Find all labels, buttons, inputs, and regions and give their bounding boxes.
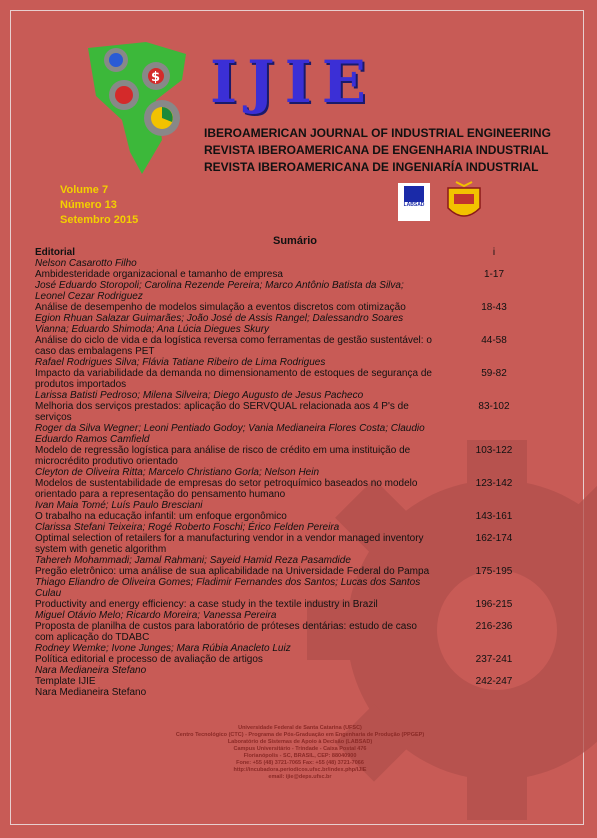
toc-entry-title: Análise do ciclo de vida e da logística reversa como ferramentas de gestão sustentável: o caso das embalagens PET (35, 335, 432, 357)
toc-entry-text (35, 566, 433, 599)
toc-entry-authors: Nara Medianeira Stefano (35, 665, 147, 676)
svg-text:$: $ (151, 70, 161, 85)
toc-entry-page: 1-17 (483, 269, 504, 280)
toc-entry[interactable] (35, 654, 555, 676)
toc-entry-page: i (492, 247, 496, 258)
labsad-label: LABSAD (403, 202, 425, 208)
publisher-footer (150, 725, 450, 781)
journal-name-pt: REVISTA IBEROAMERICANA DE ENGENHARIA INDUSTRIAL (204, 143, 549, 157)
toc-entry-authors: Roger da Silva Wegner; Leoni Pentiado Godoy; Vania Medianeira Flores Costa; Claudio Eduardo Ramos Camfield (35, 423, 425, 445)
toc-entry-page: 175-195 (475, 566, 513, 577)
toc-entry[interactable] (35, 247, 555, 269)
toc-list (35, 247, 555, 698)
toc-entry-authors: Ivan Maia Tomé; Luís Paulo Bresciani (35, 500, 203, 511)
toc-entry-authors: Egion Rhuan Salazar Guimarães; João José de Assis Rangel; Dalessandro Soares Vianna; Eduardo Shimoda; Ana Lúcia Diegues Skury (35, 313, 404, 335)
toc-entry-page: 83-102 (478, 401, 510, 412)
toc-entry-text (35, 445, 433, 478)
toc-entry-page: 242-247 (475, 676, 513, 687)
toc-entry-page: 216-236 (475, 621, 513, 632)
toc-entry[interactable] (35, 676, 555, 687)
toc-entry-text (35, 599, 433, 621)
toc-entry[interactable] (35, 533, 555, 566)
toc-entry-page: 162-174 (475, 533, 513, 544)
toc-entry-title: O trabalho na educação infantil: um enfoque ergonômico (35, 511, 287, 522)
toc-entry-text (35, 687, 433, 698)
footer-line: Centro Tecnológico (CTC) - Programa de Pós-Graduação em Engenharia de Produção (PPGEP) (175, 732, 425, 738)
toc-entry[interactable] (35, 445, 555, 478)
toc-entry[interactable] (35, 401, 555, 445)
toc-entry[interactable] (35, 302, 555, 335)
toc-entry-title: Proposta de planilha de custos para laboratório de próteses dentárias: estudo de caso com aplicação do TDABC (35, 621, 417, 643)
university-seal-icon (444, 180, 484, 224)
toc-entry-authors: Rafael Rodrigues Silva; Flávia Tatiane Ribeiro de Lima Rodrigues (35, 357, 326, 368)
toc-entry-title: Impacto da variabilidade da demanda no dimensionamento de estoques de segurança de produtos importados (35, 368, 432, 390)
toc-entry-title: Pregão eletrônico: uma análise de sua aplicabilidade na Universidade Federal do Pampa (35, 566, 430, 577)
footer-line: Campus Universitário - Trindade - Caixa Postal 476 (233, 746, 367, 752)
issue-number: Número 13 (60, 199, 117, 211)
toc-entry-authors: Clarissa Stefani Teixeira; Rogé Roberto Foschi; Érico Felden Pereira (35, 522, 340, 533)
toc-entry-page: 123-142 (475, 478, 513, 489)
toc-entry[interactable] (35, 335, 555, 368)
issue-date: Setembro 2015 (60, 214, 139, 226)
footer-line: Universidade Federal de Santa Catarina (UFSC) (238, 725, 362, 731)
toc-entry-authors: Cleyton de Oliveira Ritta; Marcelo Christiano Gorla; Nelson Hein (35, 467, 320, 478)
toc-entry[interactable] (35, 621, 555, 654)
toc-entry-page: 237-241 (475, 654, 513, 665)
toc-entry-authors: Larissa Batisti Pedroso; Milena Silveira; Diego Augusto de Jesus Pacheco (35, 390, 364, 401)
toc-entry-page: 103-122 (475, 445, 513, 456)
summary-heading: Sumário (272, 235, 317, 247)
toc-entry-text (35, 676, 433, 687)
toc-entry-title: Ambidesteridade organizacional e tamanho de empresa (35, 269, 283, 280)
toc-entry-text (35, 401, 433, 445)
toc-entry-text (35, 269, 433, 302)
toc-entry-title: Productivity and energy efficiency: a case study in the textile industry in Brazil (35, 599, 378, 610)
toc-entry[interactable] (35, 368, 555, 401)
toc-entry-title: Editorial (35, 247, 76, 258)
toc-entry-text (35, 247, 433, 269)
toc-entry[interactable] (35, 269, 555, 302)
footer-line: http://incubadora.periodicos.ufsc.br/index.php/IJIE (233, 767, 367, 773)
footer-line: email: ijie@deps.ufsc.br (268, 774, 332, 780)
toc-entry-title: Modelo de regressão logística para análise de risco de crédito em uma instituição de microcrédito produtivo orientado (35, 445, 411, 467)
toc-entry-text (35, 335, 433, 368)
toc-entry-text (35, 368, 433, 401)
table-of-contents (35, 236, 555, 698)
toc-entry-authors: José Eduardo Storopoli; Carolina Rezende Pereira; Marco Antônio Batista da Silva; Leonel Cezar Rodriguez (35, 280, 404, 302)
toc-entry-text (35, 654, 433, 676)
toc-entry-title: Modelos de sustentabilidade de empresas do setor petroquímico baseados no modelo orientado para a representação do pensamento humano (35, 478, 418, 500)
toc-entry-authors: Tahereh Mohammadi; Jamal Rahmani; Sayeid Hamid Reza Pasamdide (35, 555, 351, 566)
toc-entry-page (433, 687, 555, 698)
toc-entry-page: 44-58 (481, 335, 507, 346)
toc-entry[interactable] (35, 599, 555, 621)
toc-entry-page: 143-161 (475, 511, 513, 522)
journal-acronym: IJIE (210, 48, 376, 116)
journal-name-en: IBEROAMERICAN JOURNAL OF INDUSTRIAL ENGINEERING (204, 126, 551, 140)
footer-line: Fone: +55 (48) 3721-7065 Fax: +55 (48) 3721-7066 (236, 760, 364, 766)
toc-entry[interactable] (35, 478, 555, 511)
toc-entry-title: Política editorial e processo de avaliação de artigos (35, 654, 263, 665)
toc-entry-authors: Thiago Eliandro de Oliveira Gomes; Fladimir Fernandes dos Santos; Lucas dos Santos Culau (35, 577, 421, 599)
toc-entry-authors: Miguel Otávio Melo; Ricardo Moreira; Vanessa Pereira (35, 610, 277, 621)
toc-entry-title: Melhoria dos serviços prestados: aplicação do SERVQUAL relacionada aos 4 P's de serviços (35, 401, 409, 423)
americas-gears-logo (86, 40, 190, 176)
issue-volume: Volume 7 (60, 184, 109, 196)
toc-entry-authors: Nelson Casarotto Filho (35, 258, 137, 269)
footer-line: Laboratório de Sistemas de Apoio à Decisão (LABSAD) (227, 739, 373, 745)
toc-entry-page: 196-215 (475, 599, 513, 610)
toc-entry[interactable] (35, 511, 555, 533)
toc-entry-text (35, 621, 433, 654)
toc-entry-text (35, 302, 433, 335)
labsad-mark-icon (404, 186, 424, 202)
toc-entry-page: 59-82 (481, 368, 507, 379)
toc-entry-title: Nara Medianeira Stefano (35, 687, 147, 698)
toc-entry[interactable] (35, 687, 555, 698)
toc-entry-authors: Rodney Wemke; Ivone Junges; Mara Rúbia Anacleto Luiz (35, 643, 291, 654)
footer-line: Florianópolis - SC, BRASIL, CEP: 88040900 (243, 753, 357, 759)
toc-entry-title: Template IJIE (35, 676, 96, 687)
toc-entry-title: Análise de desempenho de modelos simulação a eventos discretos com otimização (35, 302, 406, 313)
toc-entry-text (35, 478, 433, 511)
labsad-logo (398, 183, 430, 221)
journal-name-es: REVISTA IBEROAMERICANA DE INGENIARÍA INDUSTRIAL (204, 160, 539, 174)
toc-entry-page: 18-43 (481, 302, 507, 313)
toc-entry-text (35, 533, 433, 566)
toc-entry-title: Optimal selection of retailers for a manufacturing vendor in a vendor managed inventory system with genetic algorithm (35, 533, 424, 555)
toc-entry-text (35, 511, 433, 533)
toc-entry[interactable] (35, 566, 555, 599)
